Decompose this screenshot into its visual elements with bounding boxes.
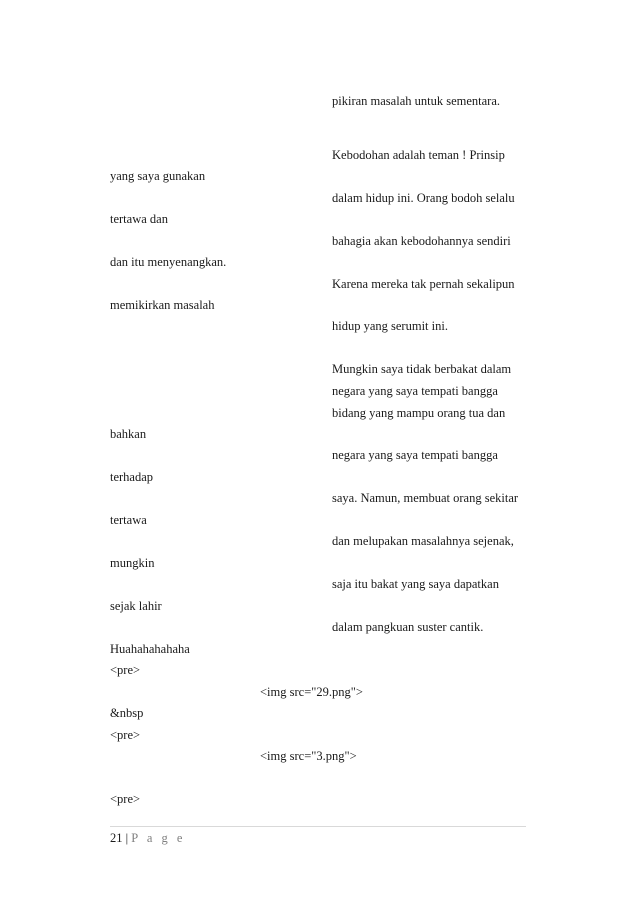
text-line: dan melupakan masalahnya sejenak, xyxy=(332,534,514,548)
text-line: <img src="29.png"> xyxy=(260,685,363,699)
text-line: Mungkin saya tidak berbakat dalam xyxy=(332,362,512,376)
text-line: tertawa dan xyxy=(110,212,168,226)
page-number: 21 xyxy=(110,831,123,845)
text-line: negara yang saya tempati bangga xyxy=(332,384,498,398)
text-line: saya. Namun, membuat orang sekitar xyxy=(332,491,519,505)
footer-separator: | xyxy=(122,831,132,845)
text-line: mungkin xyxy=(110,556,155,570)
text-line: sejak lahir xyxy=(110,599,162,613)
text-line: &nbsp xyxy=(110,706,144,720)
text-line: tertawa xyxy=(110,513,147,527)
text-line: negara yang saya tempati bangga xyxy=(332,448,498,462)
text-line: <pre> xyxy=(110,728,141,742)
text-line: Karena mereka tak pernah sekalipun xyxy=(332,277,515,291)
text-line: dalam hidup ini. Orang bodoh selalu xyxy=(332,191,515,205)
text-line: hidup yang serumit ini. xyxy=(332,319,448,333)
text-line: <pre> xyxy=(110,663,141,677)
text-line: <pre> xyxy=(110,792,141,806)
text-line: yang saya gunakan xyxy=(110,169,206,183)
text-line: dalam pangkuan suster cantik. xyxy=(332,620,484,634)
text-line: memikirkan masalah xyxy=(110,298,215,312)
text-line: saja itu bakat yang saya dapatkan xyxy=(332,577,499,591)
text-line: Kebodohan adalah teman ! Prinsip xyxy=(332,148,505,162)
page-label: P a g e xyxy=(131,831,186,845)
text-line: pikiran masalah untuk sementara. xyxy=(332,94,500,108)
text-line: Huahahahahaha xyxy=(110,642,190,656)
text-line: terhadap xyxy=(110,470,154,484)
text-line: bahagia akan kebodohannya sendiri xyxy=(332,234,511,248)
text-line: <img src="3.png"> xyxy=(260,749,357,763)
footer-divider xyxy=(110,826,526,827)
text-line: dan itu menyenangkan. xyxy=(110,255,227,269)
text-line: bahkan xyxy=(110,427,147,441)
page-footer xyxy=(110,830,185,846)
text-line: bidang yang mampu orang tua dan xyxy=(332,406,506,420)
